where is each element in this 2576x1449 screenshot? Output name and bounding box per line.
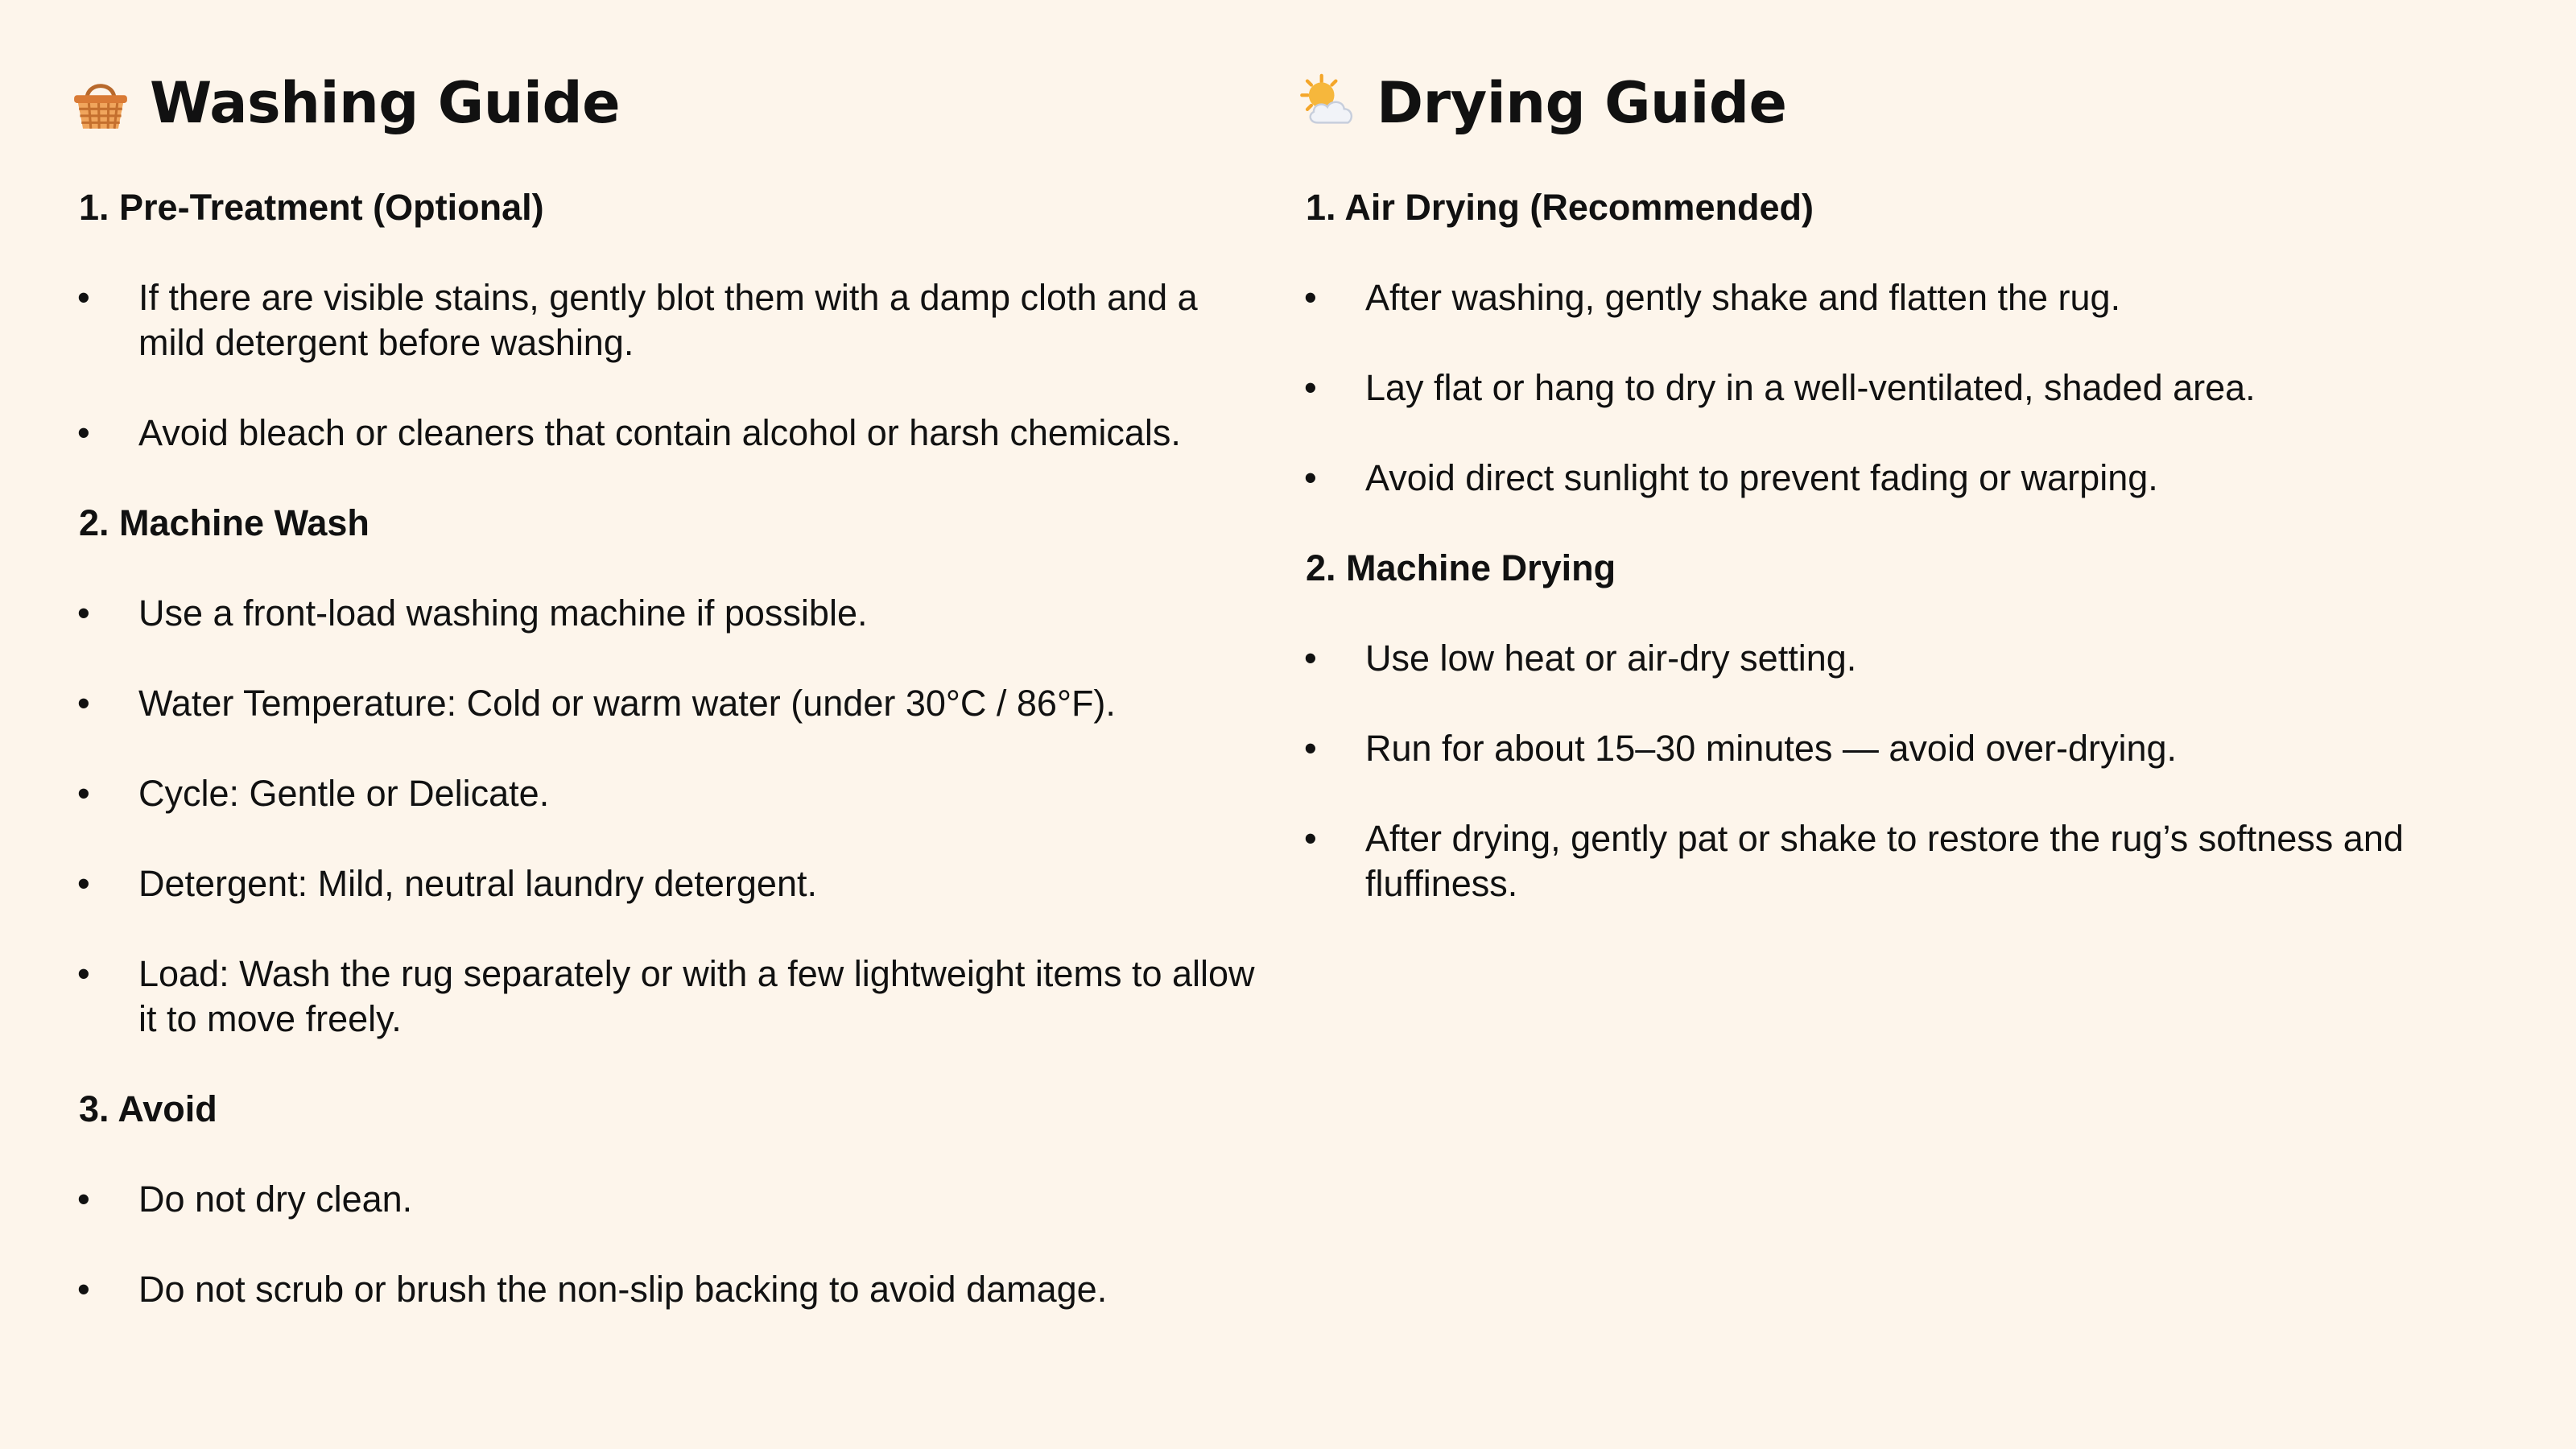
section-title: 2. Machine Wash xyxy=(79,502,369,543)
washing-guide-header xyxy=(69,63,1261,143)
bullet-list xyxy=(69,1177,1261,1312)
section-title: 1. Pre-Treatment (Optional) xyxy=(79,187,544,228)
drying-guide-column xyxy=(1296,63,2487,952)
section-title: 3. Avoid xyxy=(79,1088,217,1129)
washing-section-avoid xyxy=(69,1087,1261,1312)
bullet-list xyxy=(1296,636,2487,906)
list-item: • After washing, gently shake and flatten the rug. xyxy=(1296,275,2487,320)
drying-guide-header xyxy=(1296,63,2487,143)
list-item: • Detergent: Mild, neutral laundry detergent. xyxy=(69,861,1261,906)
bullet-list xyxy=(69,591,1261,1042)
washing-guide-title: Washing Guide xyxy=(150,70,621,136)
list-item: • Use low heat or air-dry setting. xyxy=(1296,636,2487,681)
drying-section-air-drying xyxy=(1296,185,2487,501)
section-title: 2. Machine Drying xyxy=(1306,547,1616,588)
washing-section-pretreatment xyxy=(69,185,1261,456)
list-item: • Avoid bleach or cleaners that contain alcohol or harsh chemicals. xyxy=(69,411,1261,456)
list-item: • If there are visible stains, gently blot them with a damp cloth and a mild detergent before washing. xyxy=(69,275,1261,365)
list-item: • Avoid direct sunlight to prevent fading or warping. xyxy=(1296,456,2487,501)
bullet-list xyxy=(1296,275,2487,501)
washing-section-machine-wash xyxy=(69,501,1261,1042)
list-item: • Load: Wash the rug separately or with a few lightweight items to allow it to move freely. xyxy=(69,952,1261,1042)
list-item: • Cycle: Gentle or Delicate. xyxy=(69,771,1261,816)
list-item: • After drying, gently pat or shake to restore the rug’s softness and fluffiness. xyxy=(1296,816,2487,906)
list-item: • Run for about 15–30 minutes — avoid over-drying. xyxy=(1296,726,2487,771)
drying-section-machine-drying xyxy=(1296,546,2487,906)
list-item: • Use a front-load washing machine if possible. xyxy=(69,591,1261,636)
list-item: • Do not dry clean. xyxy=(69,1177,1261,1222)
drying-guide-title: Drying Guide xyxy=(1377,70,1787,136)
list-item: • Do not scrub or brush the non-slip backing to avoid damage. xyxy=(69,1267,1261,1312)
list-item: • Lay flat or hang to dry in a well-ventilated, shaded area. xyxy=(1296,365,2487,411)
washing-guide-column xyxy=(69,63,1261,1357)
sun-behind-cloud-icon xyxy=(1296,72,1359,134)
section-title: 1. Air Drying (Recommended) xyxy=(1306,187,1814,228)
list-item: • Water Temperature: Cold or warm water (under 30°C / 86°F). xyxy=(69,681,1261,726)
bullet-list xyxy=(69,275,1261,456)
laundry-basket-icon xyxy=(69,72,132,134)
